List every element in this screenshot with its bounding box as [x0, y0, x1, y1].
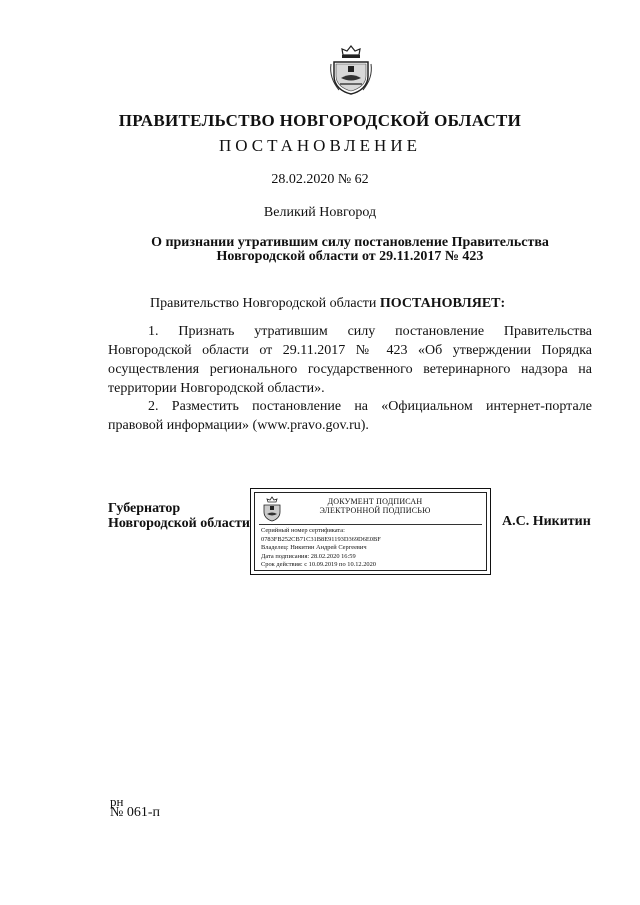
stamp-signed-date: Дата подписания: 28.02.2020 16:59 — [261, 552, 356, 560]
stamp-title — [291, 497, 459, 515]
position-line-2: Новгородской области — [108, 516, 250, 531]
stamp-emblem-icon — [261, 496, 283, 522]
signatory-position — [108, 501, 250, 531]
city: Великий Новгород — [263, 205, 377, 220]
item-2: 2. Разместить постановление на «Официальном интернет-портале правовой информации» (www.pravo.gov.ru). — [108, 399, 592, 433]
stamp-divider — [259, 524, 482, 525]
document-type: ПОСТАНОВЛЕНИЕ — [218, 136, 421, 155]
preamble-resolves: ПОСТАНОВЛЯЕТ: — [379, 296, 506, 311]
preamble — [150, 296, 505, 312]
stamp-cert-number: 0783FB252CB71C31B8E91193D369D6E0BF — [261, 535, 381, 543]
organization-title: ПРАВИТЕЛЬСТВО НОВГОРОДСКОЙ ОБЛАСТИ — [118, 111, 522, 130]
stamp-title-line-1: ДОКУМЕНТ ПОДПИСАН — [327, 497, 423, 506]
stamp-cert-label: Серийный номер сертификата: — [261, 527, 345, 534]
subject-line-1: О признании утратившим силу постановление Правительства — [151, 235, 549, 250]
footer-code: рн — [110, 794, 124, 809]
electronic-signature-stamp — [250, 488, 491, 575]
subject-line-2: Новгородской области от 29.11.2017 № 423 — [216, 249, 484, 264]
signatory-name: А.С. Никитин — [502, 514, 591, 529]
stamp-title-line-2: ЭЛЕКТРОННОЙ ПОДПИСЬЮ — [319, 506, 431, 515]
position-line-1: Губернатор — [108, 501, 181, 516]
subject-heading — [140, 236, 560, 264]
stamp-details — [261, 527, 381, 570]
coat-of-arms-emblem — [328, 44, 374, 96]
date-and-number: 28.02.2020 № 62 — [271, 172, 369, 187]
item-1: 1. Признать утратившим силу постановление Правительства Новгородской области от 29.11.2017 № 423 «Об утверждении Порядка осуществления регионального государственного ветеринарного надзора на территории Новгородской области». — [108, 324, 592, 396]
document-footer — [110, 796, 160, 818]
stamp-validity: Срок действия: с 10.09.2019 по 10.12.2020 — [261, 561, 377, 569]
stamp-inner-frame — [254, 492, 487, 571]
stamp-owner: Владелец: Никитин Андрей Сергеевич — [261, 544, 367, 552]
footer-number: № 061-п — [110, 805, 161, 820]
preamble-text: Правительство Новгородской области — [150, 296, 380, 311]
